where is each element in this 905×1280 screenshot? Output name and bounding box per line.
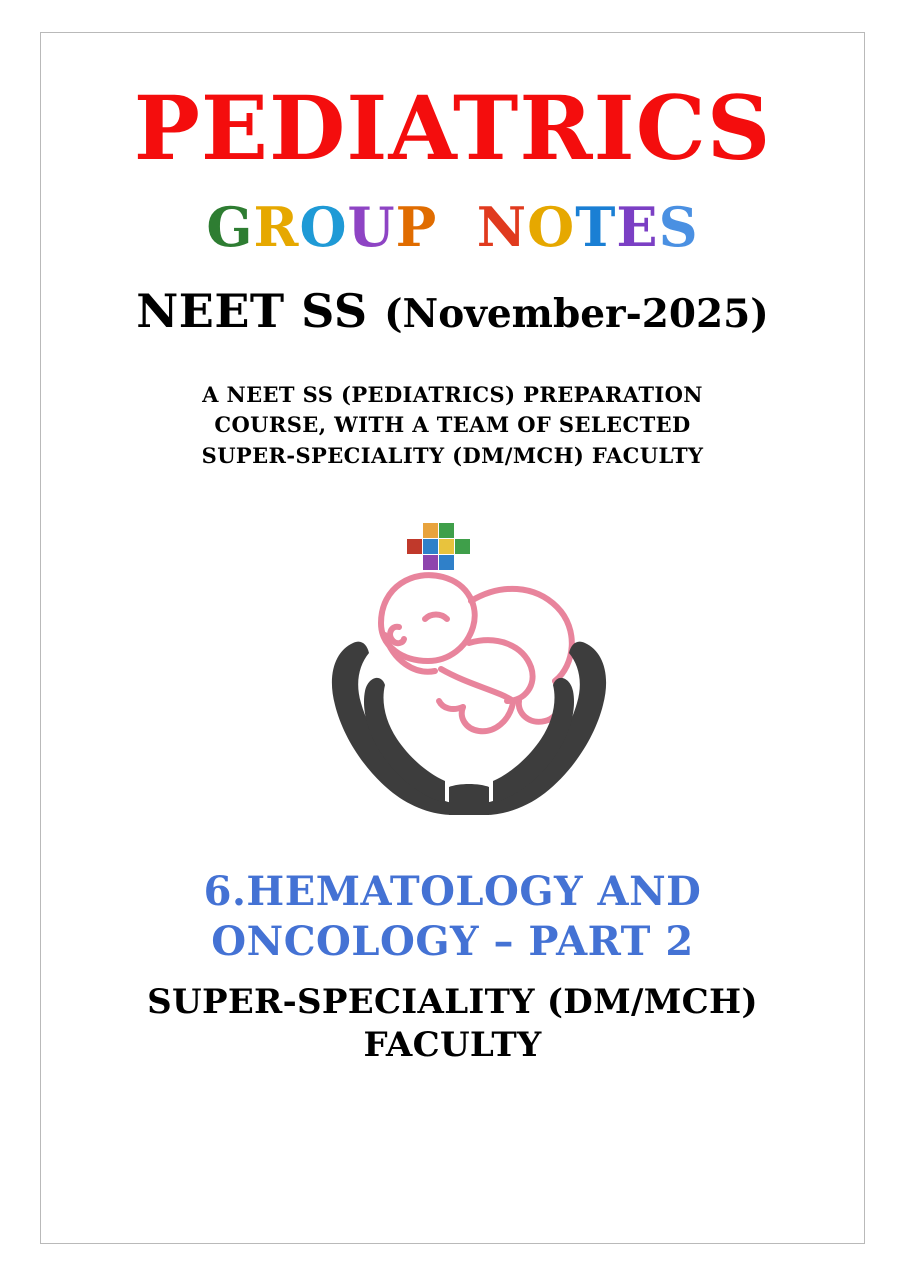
course-description-line-2: COURSE, WITH A TEAM OF SELECTED xyxy=(214,412,691,438)
baby-outline xyxy=(381,575,572,731)
chapter-title xyxy=(204,867,702,967)
course-description-line-3: SUPER-SPECIALITY (DM/MCH) FACULTY xyxy=(201,442,704,468)
exam-line xyxy=(136,284,769,338)
faculty-line-1: SUPER-SPECIALITY (DM/MCH) xyxy=(147,982,758,1023)
group-notes-letter-2: O xyxy=(299,195,348,259)
cover-content xyxy=(40,32,865,1244)
group-notes-letter-3: U xyxy=(347,195,396,259)
group-notes-letter-5 xyxy=(437,200,477,254)
group-notes-heading xyxy=(206,195,699,259)
course-description-line-1: A NEET SS (PEDIATRICS) PREPARATION xyxy=(202,382,703,407)
faculty-line-2: FACULTY xyxy=(363,1024,542,1065)
course-description xyxy=(202,380,704,471)
group-notes-letter-7: O xyxy=(527,195,576,259)
exam-name: NEET SS xyxy=(136,284,368,338)
chapter-title-line-1: 6.HEMATOLOGY AND xyxy=(203,868,702,916)
group-notes-letter-8: T xyxy=(575,195,617,259)
faculty-line xyxy=(147,981,758,1066)
baby-in-hands-logo xyxy=(273,515,633,845)
group-notes-letter-4: P xyxy=(395,195,438,259)
group-notes-letter-9: E xyxy=(616,195,659,259)
exam-session: (November-2025) xyxy=(384,291,769,337)
chapter-title-line-2: ONCOLOGY – PART 2 xyxy=(211,918,694,966)
group-notes-letter-10: S xyxy=(658,195,699,259)
group-notes-letter-0: G xyxy=(206,195,254,259)
group-notes-letter-1: R xyxy=(253,195,300,259)
medical-cross-icon xyxy=(407,523,470,570)
page-title: PEDIATRICS xyxy=(133,76,772,180)
group-notes-letter-6: N xyxy=(476,195,528,259)
